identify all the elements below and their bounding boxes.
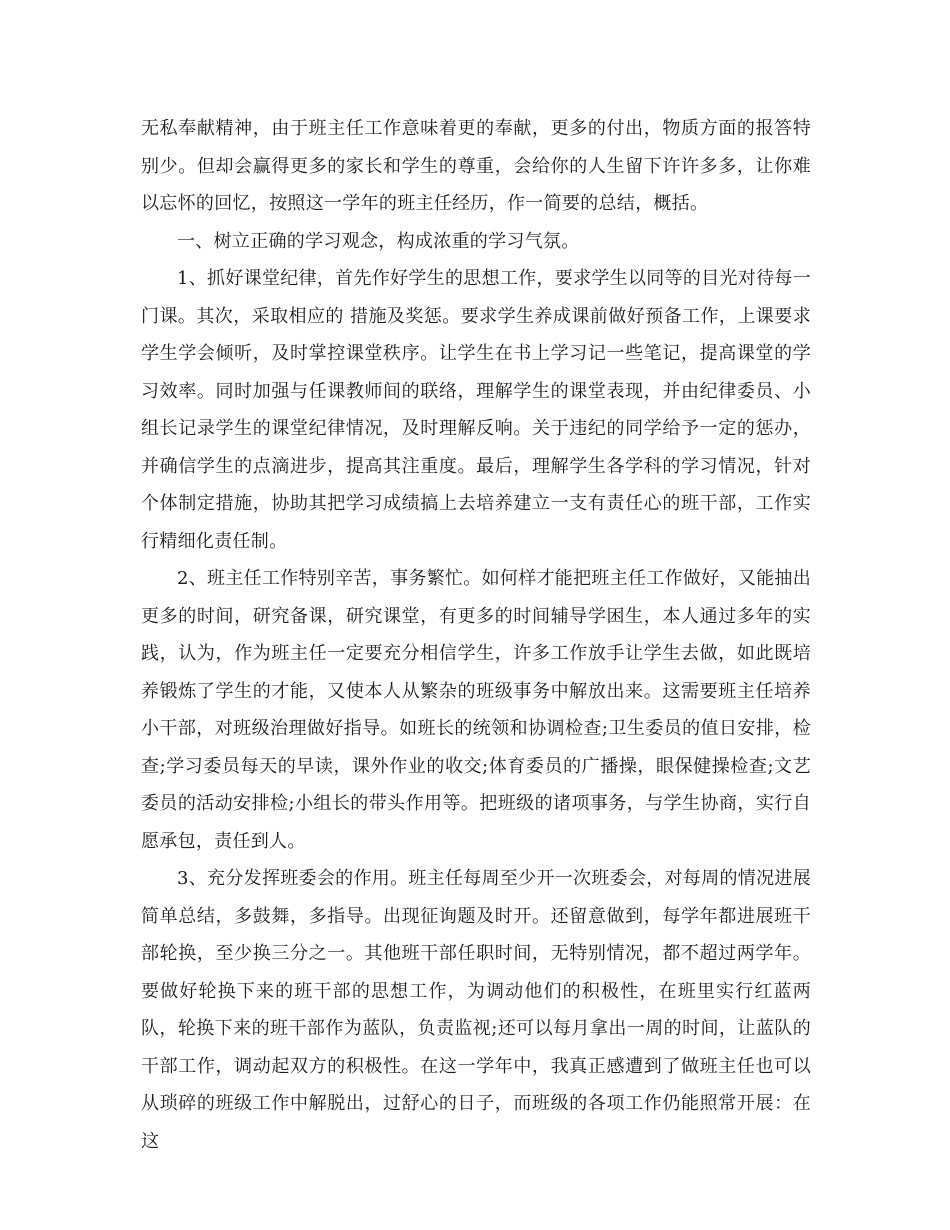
paragraph-heading-1: 一、树立正确的学习观念，构成浓重的学习气氛。 [177, 230, 580, 252]
paragraph-item-1: 1、抓好课堂纪律，首先作好学生的思想工作，要求学生以同等的目光对待每一门课。其次，采取相应的 措施及奖惩。要求学生养成课前做好预备工作，上课要求学生学会倾听，及时掌控课堂秩序。让学生在书上学习记一些笔记，提高课堂的学习效率。同时加强与任课教师间的联络，理解学生的课堂表现，并由纪律委员、小组长记录学生的课堂纪律情况，及时理解反响。关于违纪的同学给予一定的惩办，并确信学生的点滴进步，提高其注重度。最后，理解学生各学科的学习情况，针对个体制定措施，协助其把学习成绩搞上去培养建立一支有责任心的班干部，工作实行精细化责任制。 [141, 268, 811, 552]
paragraph-item-2: 2、班主任工作特别辛苦，事务繁忙。如何样才能把班主任工作做好，又能抽出更多的时间，研究备课，研究课堂，有更多的时间辅导学困生，本人通过多年的实践，认为，作为班主任一定要充分相信学生，许多工作放手让学生去做，如此既培养锻炼了学生的才能，又使本人从繁杂的班级事务中解放出来。这需要班主任培养小干部，对班级治理做好指导。如班长的统领和协调检查;卫生委员的值日安排，检查;学习委员每天的早读，课外作业的收交;体育委员的广播操，眼保健操检查;文艺委员的活动安排检;小组长的带头作用等。把班级的诸项事务，与学生协商，实行自愿承包，责任到人。 [141, 568, 811, 852]
document-body [141, 110, 811, 1160]
paragraph-intro: 无私奉献精神，由于班主任工作意味着更的奉献，更多的付出，物质方面的报答特别少。但却会赢得更多的家长和学生的尊重，会给你的人生留下许许多多，让你难以忘怀的回忆，按照这一学年的班主任经历，作一简要的总结，概括。 [141, 118, 811, 214]
paragraph-item-3: 3、充分发挥班委会的作用。班主任每周至少开一次班委会，对每周的情况进展简单总结，多鼓舞，多指导。出现征询题及时开。还留意做到，每学年都进展班干部轮换，至少换三分之一。其他班干部任职时间，无特别情况，都不超过两学年。要做好轮换下来的班干部的思想工作，为调动他们的积极性，在班里实行红蓝两队，轮换下来的班干部作为蓝队，负责监视;还可以每月拿出一周的时间，让蓝队的干部工作，调动起双方的积极性。在这一学年中，我真正感遭到了做班主任也可以从琐碎的班级工作中解脱出，过舒心的日子，而班级的各项工作仍能照常开展：在这 [141, 868, 811, 1152]
